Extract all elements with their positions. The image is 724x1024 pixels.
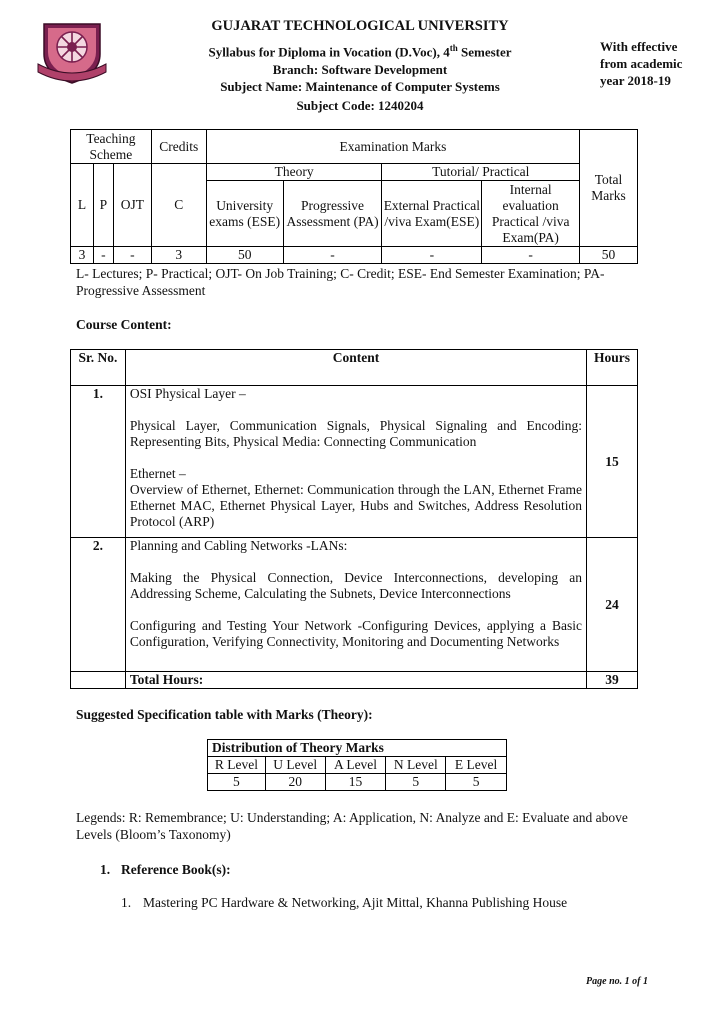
row-sr: 1.	[71, 386, 126, 538]
examination-marks-header: Examination Marks	[206, 130, 579, 164]
university-name: GUJARAT TECHNOLOGICAL UNIVERSITY	[211, 18, 509, 34]
value-cell: 3	[151, 247, 206, 264]
row-hours: 15	[587, 386, 638, 538]
syllabus-post: Semester	[457, 44, 512, 60]
level-header: U Level	[265, 757, 325, 774]
university-logo	[36, 20, 108, 86]
row-content	[125, 538, 586, 672]
subject-name: Subject Name: Maintenance of Computer Systems	[220, 79, 500, 94]
row-title: Planning and Cabling Networks -LANs:	[129, 538, 348, 553]
level-mark: 5	[386, 774, 446, 791]
value-cell: 50	[580, 247, 638, 264]
col-l: L	[71, 164, 94, 247]
level-header: E Level	[446, 757, 507, 774]
table-row	[71, 538, 638, 672]
row-content	[125, 386, 586, 538]
total-empty-cell	[71, 672, 126, 689]
row-para: Configuring and Testing Your Network -Configuring Devices, applying a Basic Configuration, Verifying Connectivity, Monitoring and Documenting Networks	[129, 618, 583, 649]
syllabus-title	[150, 43, 570, 60]
progressive-assessment-header: Progressive Assessment (PA)	[283, 181, 382, 247]
row-sr: 2.	[71, 538, 126, 672]
effective-note	[600, 38, 690, 89]
abbreviation-legend: L- Lectures; P- Practical; OJT- On Job Training; C- Credit; ESE- End Semester Examination; PA- Progressive Assessment	[76, 266, 605, 298]
total-hours-label: Total Hours:	[125, 672, 586, 689]
row-title: OSI Physical Layer –	[129, 386, 246, 401]
theory-header: Theory	[206, 164, 382, 181]
branch: Branch: Software Development	[272, 62, 448, 77]
level-mark: 5	[446, 774, 507, 791]
syllabus-sup: th	[449, 43, 458, 53]
internal-evaluation-header: Internal evaluation Practical /viva Exam(PA)	[482, 181, 580, 247]
reference-heading-number: 1.	[100, 862, 111, 877]
row-para: Overview of Ethernet, Ethernet: Communication through the LAN, Ethernet Frame Ethernet MAC, Ethernet Physical Layer, Hubs and Switches, Address Resolution Protocol (ARP)	[129, 482, 583, 529]
value-cell: -	[93, 247, 113, 264]
col-p: P	[93, 164, 113, 247]
row-subtitle: Ethernet –	[129, 466, 186, 481]
external-practical-header: External Practical /viva Exam(ESE)	[382, 181, 482, 247]
distribution-table	[207, 739, 507, 791]
value-cell: 50	[206, 247, 283, 264]
value-cell: -	[113, 247, 151, 264]
course-content-table	[70, 349, 638, 689]
level-header: R Level	[208, 757, 266, 774]
value-cell: -	[482, 247, 580, 264]
row-hours: 24	[587, 538, 638, 672]
tutorial-practical-header: Tutorial/ Practical	[382, 164, 580, 181]
scheme-table	[70, 129, 638, 264]
value-cell: -	[283, 247, 382, 264]
bloom-legend: Legends: R: Remembrance; U: Understanding; A: Application, N: Analyze and E: Evaluate and above Levels (Bloom’s Taxonomy)	[76, 810, 628, 842]
level-mark: 20	[265, 774, 325, 791]
row-para: Making the Physical Connection, Device Interconnections, developing an Addressing Scheme, Calculating the Subnets, Device Interconnections	[129, 570, 583, 601]
col-c: C	[151, 164, 206, 247]
course-content-heading: Course Content:	[76, 317, 172, 332]
syllabus-pre: Syllabus for Diploma in Vocation (D.Voc), 4	[208, 44, 450, 60]
level-header: A Level	[325, 757, 386, 774]
value-cell: -	[382, 247, 482, 264]
credits-header: Credits	[151, 130, 206, 164]
col-content-header: Content	[125, 350, 586, 386]
reference-heading: Reference Book(s):	[121, 862, 231, 877]
effective-line: from academic	[600, 56, 683, 71]
subject-code: Subject Code: 1240204	[296, 98, 424, 113]
spec-heading: Suggested Specification table with Marks (Theory):	[76, 707, 373, 722]
effective-line: With effective	[600, 39, 678, 54]
table-row	[71, 386, 638, 538]
total-hours-value: 39	[587, 672, 638, 689]
page-number: Page no. 1 of 1	[586, 976, 648, 987]
col-ojt: OJT	[113, 164, 151, 247]
level-mark: 15	[325, 774, 386, 791]
university-exams-header: University exams (ESE)	[206, 181, 283, 247]
row-para: Physical Layer, Communication Signals, Physical Signaling and Encoding: Representing Bits, Physical Media: Connecting Communication	[129, 418, 583, 449]
level-mark: 5	[208, 774, 266, 791]
teaching-scheme-header: Teaching Scheme	[71, 130, 152, 164]
distribution-title: Distribution of Theory Marks	[208, 740, 507, 757]
reference-item: Mastering PC Hardware & Networking, Ajit Mittal, Khanna Publishing House	[143, 895, 568, 910]
total-marks-header: Total Marks	[580, 130, 638, 247]
col-sr-header: Sr. No.	[71, 350, 126, 386]
effective-line: year 2018-19	[600, 73, 671, 88]
col-hours-header: Hours	[587, 350, 638, 386]
level-header: N Level	[386, 757, 446, 774]
value-cell: 3	[71, 247, 94, 264]
reference-number: 1.	[121, 895, 132, 910]
